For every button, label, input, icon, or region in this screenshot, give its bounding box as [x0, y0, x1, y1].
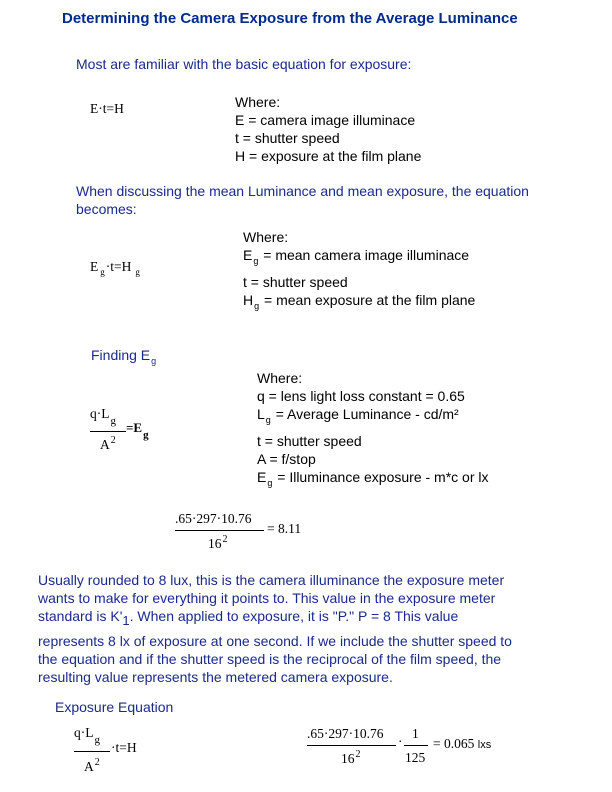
exposure-calc-denominator: $16^2$ — [341, 749, 361, 766]
paragraph-line: represents 8 lx of exposure at one second. If we include the shutter speed to — [38, 633, 512, 649]
definition-item: H = exposure at the film plane — [235, 148, 422, 164]
calc-denominator: $16^2$ — [208, 534, 228, 551]
page-title: Determining the Camera Exposure from the Average Luminance — [62, 10, 518, 27]
eq-symbol-e: E — [90, 259, 99, 274]
equation-basic-exposure: E·t=H — [90, 101, 124, 116]
definition-item: t = shutter speed — [243, 274, 348, 290]
paragraph-line: wants to make for everything it points to. This value in the exposure meter — [38, 590, 496, 606]
definitions-block-3 — [257, 369, 489, 492]
where-label: Where: — [243, 229, 289, 245]
exposure-calc-numerator: .65·297·10.76 — [307, 726, 384, 741]
fraction-denominator: $A^2$ — [100, 435, 116, 452]
definition-item: $E_g$ = mean camera image illuminace — [243, 247, 470, 266]
calc-fraction-bar — [175, 530, 264, 531]
definition-item: t = shutter speed — [257, 433, 362, 449]
calc-numerator: .65·297·10.76 — [175, 511, 252, 526]
definition-item: $L_g$ = Average Luminance - cd/m² — [257, 406, 459, 425]
calc-result: = 8.11 — [267, 521, 302, 536]
fraction-numerator: $q\cdot L_g$ — [90, 406, 116, 427]
intro-text-2-line1: When discussing the mean Luminance and mean exposure, the equation — [76, 183, 529, 199]
exposure-result: = 0.065 lxs — [433, 736, 492, 751]
explanation-paragraph — [38, 571, 512, 686]
exposure-fraction-bar — [74, 751, 110, 752]
paragraph-line: the equation and if the shutter speed is the reciprocal of the film speed, the — [38, 651, 502, 667]
definition-item: E = camera image illuminace — [235, 112, 416, 128]
heading-finding-eg: Finding $E_g$ — [91, 347, 157, 366]
multiplication-dot: · — [398, 734, 403, 749]
definition-item: A = f/stop — [257, 451, 316, 467]
eq-subscript-g: g — [135, 267, 140, 277]
heading-exposure-equation: Exposure Equation — [55, 699, 174, 715]
definition-item: t = shutter speed — [235, 130, 340, 146]
reciprocal-fraction-bar — [404, 745, 428, 746]
definition-item: $E_g$ = Illuminance exposure - m*c or lx — [257, 469, 489, 488]
definition-item: q = lens light loss constant = 0.65 — [257, 388, 465, 404]
definition-item: $H_g$ = mean exposure at the film plane — [243, 292, 476, 311]
where-label: Where: — [257, 370, 303, 386]
exposure-equation-rhs: ·t=H — [111, 740, 137, 755]
eq-middle: ·t=H — [105, 259, 132, 274]
definitions-block-2 — [243, 228, 475, 315]
paragraph-line: standard is K'1. When applied to exposure, it is "P." P = 8 This value — [38, 608, 459, 628]
exposure-fraction-denominator: $A^2$ — [84, 757, 100, 774]
equation-rhs-eg: $=E_g$ — [126, 420, 149, 441]
definitions-block-1 — [235, 93, 421, 165]
reciprocal-denominator: 125 — [405, 750, 426, 765]
where-label: Where: — [235, 94, 281, 110]
fraction-bar — [90, 431, 126, 432]
eq-subscript-g: g — [100, 267, 105, 277]
paragraph-line: resulting value represents the metered camera exposure. — [38, 669, 393, 685]
exposure-fraction-numerator: $q\cdot L_g$ — [74, 725, 100, 746]
exposure-unit: lxs — [477, 739, 492, 751]
intro-text-2-line2: becomes: — [76, 201, 137, 217]
exposure-calc-fraction-bar — [307, 745, 396, 746]
intro-text-1: Most are familiar with the basic equation for exposure: — [76, 56, 412, 72]
paragraph-line: Usually rounded to 8 lux, this is the camera illuminance the exposure meter — [38, 572, 505, 588]
reciprocal-numerator: 1 — [412, 726, 419, 741]
equation-mean-exposure — [90, 259, 141, 277]
